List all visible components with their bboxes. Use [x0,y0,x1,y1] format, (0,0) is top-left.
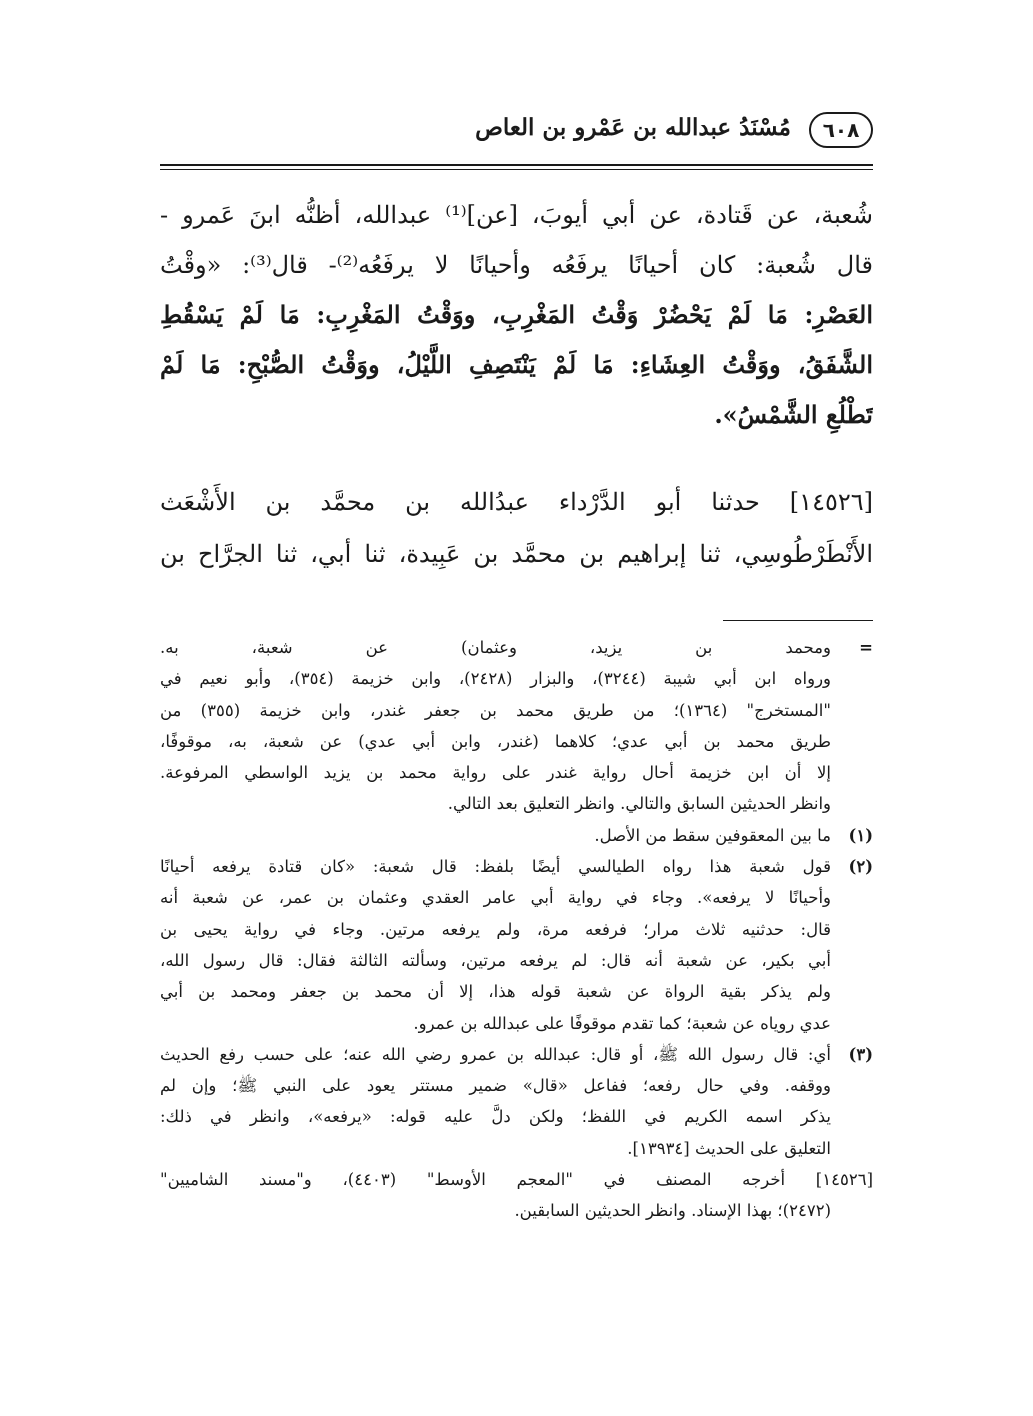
running-title: مُسْنَدُ عبدالله بن عَمْرو بن العاص [475,114,791,141]
footnote-line: ووقفه. وفي حال رفعه؛ ففاعل «قال» ضمير مستتر يعود على النبي ﷺ؛ وإن لم [160,1076,831,1096]
main-line: شُعبة، عن قَتادة، عن أبي أيوبَ، [عن]⁽¹⁾ عبدالله، أظنُّه ابنَ عَمرو - [160,201,873,229]
footnote-line: طريق محمد بن أبي عدي؛ كلاهما (غندر، وابن أبي عدي) عن شعبة، به، موقوفًا، [160,731,831,751]
footnote-3: (٣)أي: قال رسول الله ﷺ، أو قال: عبدالله بن عمرو رضي الله عنه؛ على حسب رفع الحديث [160,1039,873,1070]
footnote-line: قال: حدثنيه ثلاث مرار؛ فرفعه مرة، ولم يرفعه مرتين. وجاء في رواية يحيى بن [160,919,831,939]
page-number: ٦٠٨ [809,112,873,148]
header-rule [160,164,873,170]
footnote-2: (٢)قول شعبة هذا رواه الطيالسي أيضًا بلفظ: قال شعبة: «كان قتادة يرفعه أحيانًا [160,851,873,882]
footnotes [160,632,873,1227]
main-line: العَصْرِ: مَا لَمْ يَحْضُرْ وَقْتُ المَغْرِبِ، ووَقْتُ المَغْرِبِ: مَا لَمْ يَسْقُطِ [160,300,873,329]
footnote-label: (١) [848,825,873,845]
footnote-1: (١)ما بين المعقوفين سقط من الأصل. [160,820,873,851]
main-text [160,190,873,440]
footnote-line: وانظر الحديثين السابق والتالي. وانظر التعليق بعد التالي. [447,794,831,814]
main-line: الشَّفَقُ، ووَقْتُ العِشَاءِ: مَا لَمْ يَنْتَصِفِ اللَّيْلُ، ووَقْتُ الصُّبْحِ: مَا لَمْ [160,350,873,379]
footnote-line: عدي روياه عن شعبة؛ كما تقدم موقوفًا على عبدالله بن عمرو. [413,1013,831,1033]
main-line: تَطْلُعِ الشَّمْسُ». [714,400,873,429]
footnote-label: (٣) [848,1044,873,1064]
footnote-line: ورواه ابن أبي شيبة (٣٢٤٤)، والبزار (٢٤٢٨)، وابن خزيمة (٣٥٤)، وأبو نعيم في [160,669,832,689]
takhrij-note: [١٤٥٢٦] أخرجه المصنف في "المعجم الأوسط" (٤٤٠٣)، و"مسند الشاميين" [160,1170,873,1190]
footnote-line: وأحيانًا لا يرفعه». وجاء في رواية أبي عامر العقدي وعثمان بن عمر، عن شعبة أنه [160,888,831,908]
main-line: [١٤٥٢٦] حدثنا أبو الدَّرْداء عبدُالله بن محمَّد بن الأَشْعَث [160,488,873,516]
footnote-line: "المستخرج" (١٣٦٤)؛ من طريق محمد بن جعفر غندر، وابن خزيمة (٣٥٥) من [160,700,831,720]
footnote-separator [723,620,873,621]
footnote-line: =ومحمد بن يزيد، وعثمان) عن شعبة، به. [160,632,873,663]
continuation-marker: = [859,638,873,657]
footnote-line: إلا أن ابن خزيمة أحال رواية غندر على رواية محمد بن يزيد الواسطي المرفوعة. [160,763,831,783]
footnote-line: ولم يذكر بقية الرواة عن شعبة قوله هذا، إلا أن محمد بن جعفر ومحمد بن أبي [160,982,831,1002]
hadith-paragraph [160,476,873,580]
footnote-line: يذكر اسمه الكريم في اللفظ؛ ولكن دلَّ عليه قوله: «يرفعه»، وانظر في ذلك: [160,1107,831,1127]
page-header [160,108,873,170]
main-line: الأَنْطَرْطُوسِي، ثنا إبراهيم بن محمَّد بن عَبِيدة، ثنا أبي، ثنا الجرَّاح بن [160,540,873,568]
footnote-label: (٢) [848,857,873,877]
takhrij-note: (٢٤٧٢)؛ بهذا الإسناد. وانظر الحديثين السابقين. [514,1201,831,1221]
footnote-line: التعليق على الحديث [١٣٩٣٤]. [627,1138,831,1158]
footnote-line: أبي بكير، عن شعبة أنه قال: لم يرفعه مرتين، وسألته الثالثة فقال: قال رسول الله، [160,950,831,970]
main-line: قال شُعبة: كان أحيانًا يرفَعُه وأحيانًا لا يرفَعُه⁽²⁾- قال⁽³⁾: «وقْتُ [160,251,873,279]
